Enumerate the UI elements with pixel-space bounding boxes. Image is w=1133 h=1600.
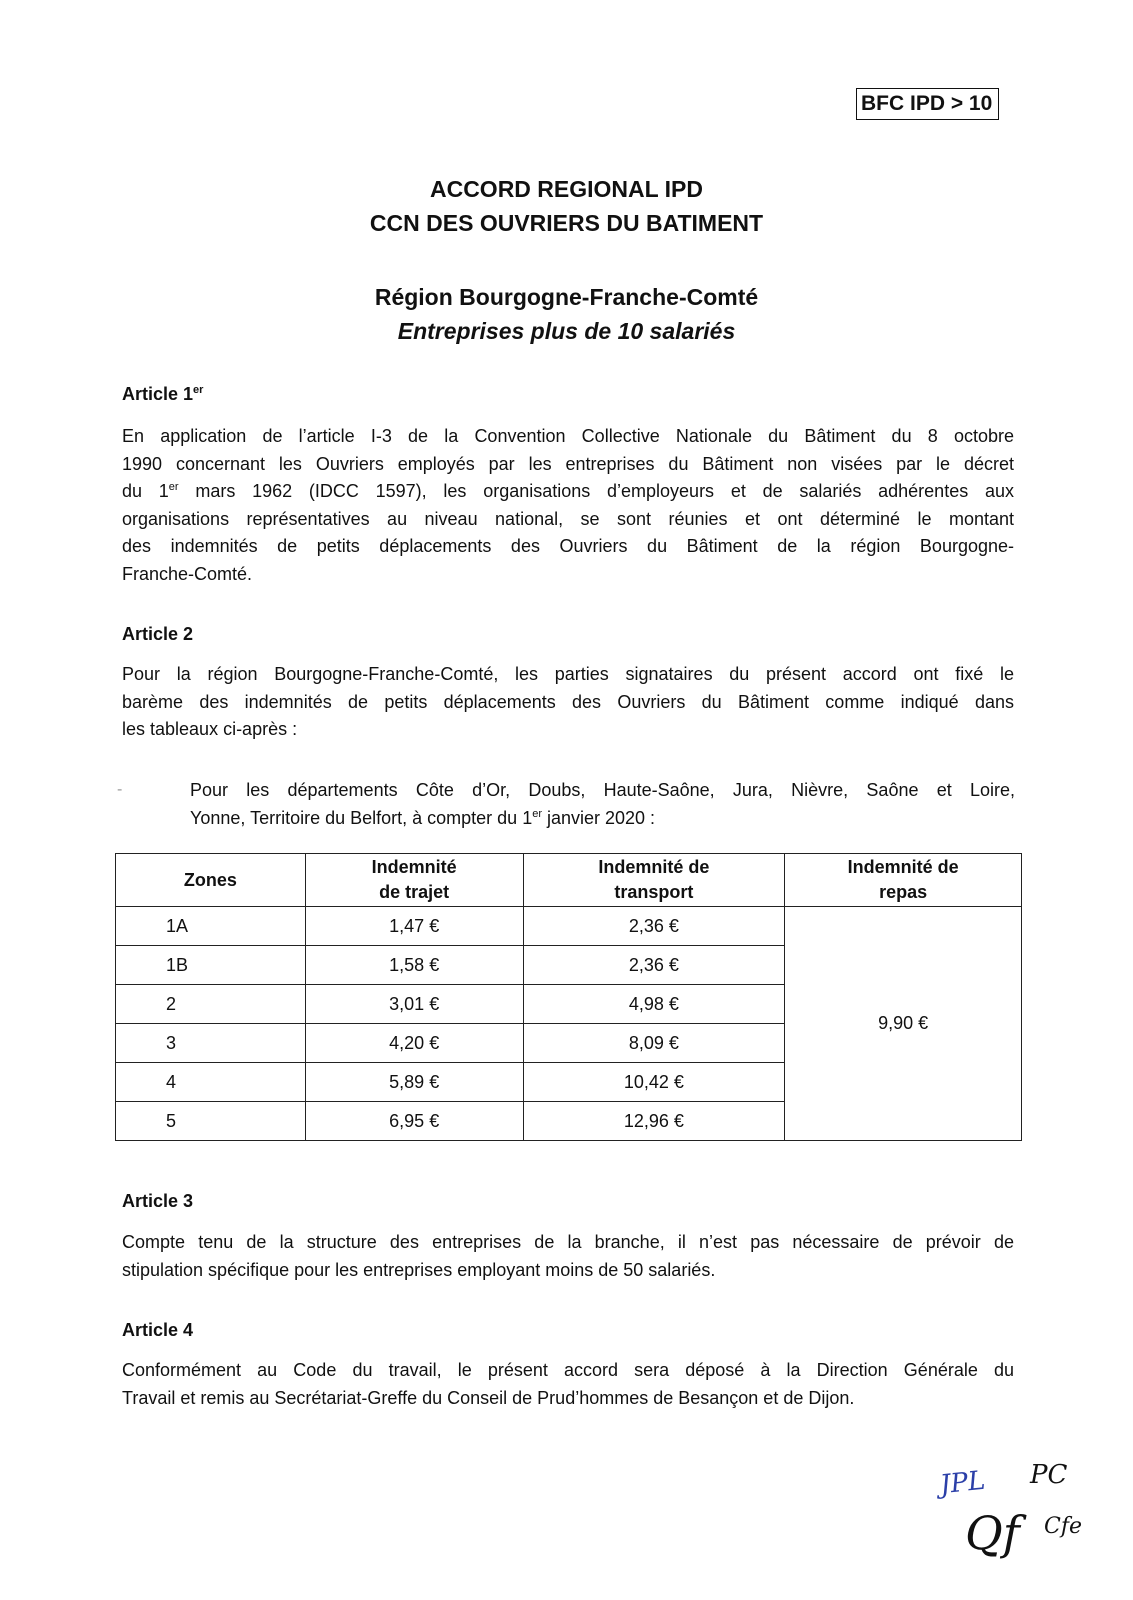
header-zones [116,854,306,907]
bullet-line [190,804,1015,832]
article-1-line-sup: er [168,481,179,493]
transport-cell: 2,36 € [523,907,785,946]
header-transport-line: Indemnité de [598,857,710,877]
transport-cell: 4,98 € [523,985,785,1024]
article-2-line: Pour la région Bourgogne-Franche-Comté, les parties signataires du présent accord ont fixé le [122,664,1014,684]
transport-cell: 12,96 € [523,1102,785,1141]
article-1-line: 1990 concernant les Ouvriers employés par les entreprises du Bâtiment non visées par le décret [122,453,1014,474]
article-3-line: Compte tenu de la structure des entreprises de la branche, il n’est pas nécessaire de prévoir de [122,1232,1014,1252]
header-repas-line: Indemnité de [847,857,959,877]
article-3-line: stipulation spécifique pour les entreprises employant moins de 50 salariés. [122,1259,716,1280]
table-header-row [116,854,1022,907]
initials-pc: PC [1030,1460,1068,1490]
table-row [116,907,1022,946]
bullet-text [190,776,1015,832]
article-1-line: organisations représentatives au niveau national, se sont réunies et ont déterminé le montant [122,508,1014,529]
article-2-body [122,661,1014,744]
scope-title: Entreprises plus de 10 salariés [397,318,736,344]
article-1-heading [122,384,203,405]
zone-cell: 4 [116,1063,306,1102]
trajet-cell: 5,89 € [305,1063,523,1102]
header-transport-line: transport [614,882,694,902]
zone-cell: 1B [116,946,306,985]
article-1-line: des indemnités de petits déplacements des Ouvriers du Bâtiment de la région Bourgogne- [122,536,1014,556]
zone-cell: 2 [116,985,306,1024]
header-repas [785,854,1022,907]
repas-cell: 9,90 € [785,907,1022,1141]
title-line-2: CCN DES OUVRIERS DU BATIMENT [369,210,764,236]
bullet-line-part: janvier 2020 : [541,808,656,828]
trajet-cell: 3,01 € [305,985,523,1024]
bullet-line: Pour les départements Côte d’Or, Doubs, Haute-Saône, Jura, Nièvre, Saône et Loire, [190,780,1015,800]
article-2-line: barème des indemnités de petits déplacements des Ouvriers du Bâtiment comme indiqué dans [122,691,1014,712]
header-zones-text: Zones [183,869,237,890]
zone-cell: 3 [116,1024,306,1063]
article-1-line-part: mars 1962 (IDCC 1597), les organisations d’employeurs et de salariés adhérentes aux [178,481,1014,501]
document-subtitle [0,280,1133,348]
trajet-cell: 6,95 € [305,1102,523,1141]
document-reference: BFC IPD > 10 [856,88,999,120]
article-1-line: Franche-Comté. [122,563,253,584]
zone-cell: 5 [116,1102,306,1141]
header-repas-line: repas [879,882,928,902]
article-4-body [122,1357,1014,1412]
header-transport [523,854,785,907]
article-4-line: Travail et remis au Secrétariat-Greffe du Conseil de Prud’hommes de Besançon et de Dijon. [122,1387,855,1408]
article-1-line-part: du 1 [122,481,169,501]
bullet-dash: - [117,781,123,798]
article-1-line [122,478,1014,506]
article-1-body [122,423,1014,588]
trajet-cell: 1,47 € [305,907,523,946]
zone-cell: 1A [116,907,306,946]
article-1-line: En application de l’article I-3 de la Convention Collective Nationale du Bâtiment du 8 octobre [122,426,1014,446]
header-trajet-line: de trajet [379,882,450,902]
article-2-heading: Article 2 [122,624,194,644]
trajet-cell: 4,20 € [305,1024,523,1063]
article-4-line: Conformément au Code du travail, le présent accord sera déposé à la Direction Générale du [122,1360,1014,1380]
header-trajet [305,854,523,907]
trajet-cell: 1,58 € [305,946,523,985]
article-3-heading: Article 3 [122,1191,194,1211]
bullet-line-sup: er [532,808,542,820]
article-3-body [122,1229,1014,1284]
initials-qf: Qf [965,1506,1020,1560]
initials-jpl: JPL [938,1465,987,1501]
article-2-line: les tableaux ci-après : [122,719,298,739]
document-title [0,172,1133,240]
initials-cfe: Cfe [1044,1514,1082,1539]
transport-cell: 8,09 € [523,1024,785,1063]
article-4-heading: Article 4 [122,1320,194,1340]
header-trajet-line: Indemnité [371,857,457,877]
bullet-line-part: Yonne, Territoire du Belfort, à compter du 1 [190,808,533,828]
article-1-heading-text: Article 1 [122,384,194,404]
region-title: Région Bourgogne-Franche-Comté [374,284,759,310]
transport-cell: 10,42 € [523,1063,785,1102]
title-line-1: ACCORD REGIONAL IPD [429,176,704,202]
article-1-heading-sup: er [193,384,204,396]
transport-cell: 2,36 € [523,946,785,985]
rates-table [115,853,1022,1141]
